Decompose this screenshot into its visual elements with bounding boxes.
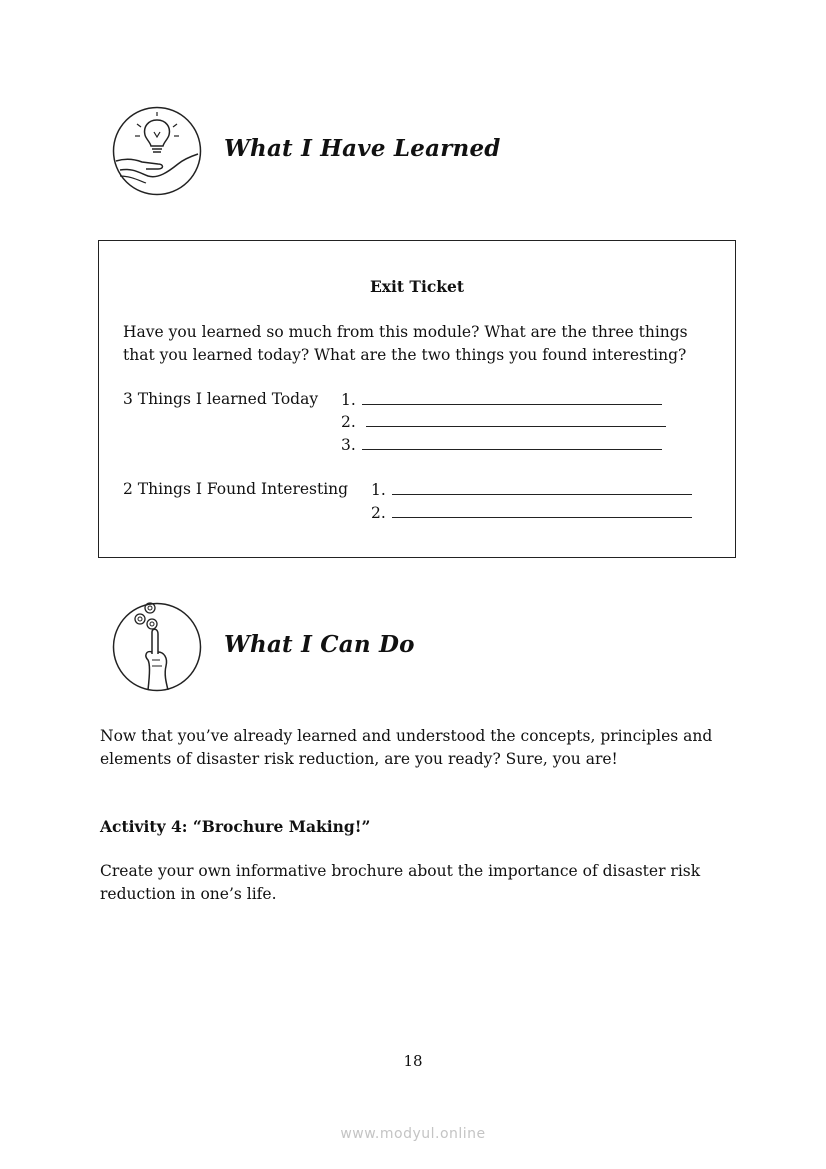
exit-ticket-prompt-line: that you learned today? What are the two things you found interesting? <box>123 346 687 364</box>
learned-item-2 <box>341 412 666 431</box>
interesting-item-number: 1. <box>371 481 386 499</box>
instruction-line: reduction in one’s life. <box>100 885 277 903</box>
interesting-item-number: 2. <box>371 504 386 522</box>
section-title-what-i-have-learned: What I Have Learned <box>224 135 501 162</box>
answer-blank-line[interactable] <box>392 503 692 518</box>
activity-heading: Activity 4: “Brochure Making!” <box>100 817 371 836</box>
learned-item-3 <box>341 435 662 454</box>
intro-line: Now that you’ve already learned and understood the concepts, principles and <box>100 727 713 745</box>
learned-today-label: 3 Things I learned Today <box>123 390 319 408</box>
answer-blank-line[interactable] <box>366 412 666 427</box>
learned-item-1 <box>341 390 662 409</box>
found-interesting-label: 2 Things I Found Interesting <box>123 480 349 498</box>
section-title-what-i-can-do: What I Can Do <box>224 631 415 658</box>
lightbulb-in-hand-icon <box>112 106 202 196</box>
exit-ticket-title: Exit Ticket <box>369 277 465 296</box>
instruction-line: Create your own informative brochure about the importance of disaster risk <box>100 862 701 880</box>
exit-ticket-prompt <box>123 321 723 367</box>
answer-blank-line[interactable] <box>362 435 662 450</box>
learned-item-number: 1. <box>341 391 356 409</box>
what-i-can-do-intro <box>100 725 728 771</box>
learned-item-number: 2. <box>341 413 356 431</box>
activity-instructions <box>100 860 728 906</box>
hand-gears-icon <box>112 602 202 692</box>
page-number: 18 <box>403 1052 423 1070</box>
exit-ticket-box <box>98 240 736 558</box>
intro-line: elements of disaster risk reduction, are you ready? Sure, you are! <box>100 750 618 768</box>
interesting-item-2 <box>371 503 692 522</box>
interesting-item-1 <box>371 480 692 499</box>
learned-item-number: 3. <box>341 436 356 454</box>
exit-ticket-prompt-line: Have you learned so much from this module? What are the three things <box>123 323 688 341</box>
answer-blank-line[interactable] <box>362 390 662 405</box>
watermark: www.modyul.online <box>340 1126 486 1142</box>
answer-blank-line[interactable] <box>392 480 692 495</box>
